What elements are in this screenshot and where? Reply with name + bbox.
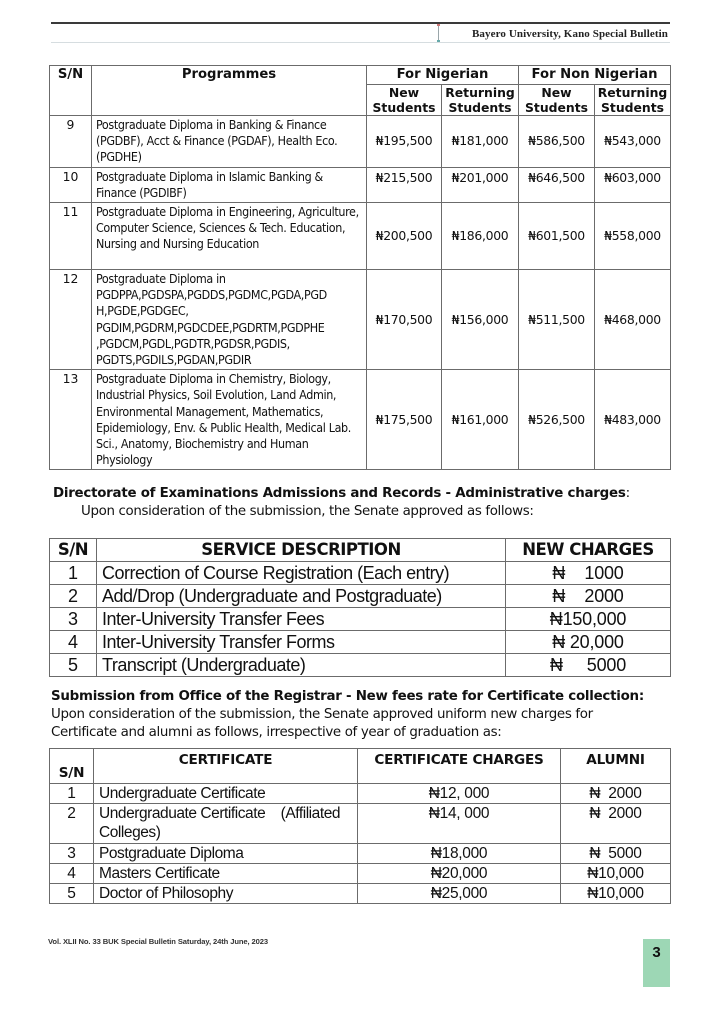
row-nn-new: ₦601,500	[519, 203, 595, 270]
row-certificate: Undergraduate Certificate	[94, 784, 358, 804]
row-programme: Postgraduate Diploma in Banking & Finance (PGDBF), Acct & Finance (PGDAF), Health Eco. (PGDHE)	[92, 116, 367, 168]
row-certificate: Postgraduate Diploma	[94, 844, 358, 864]
programme-line: Postgraduate Diploma in	[96, 271, 226, 287]
row-sn: 11	[50, 203, 92, 270]
col-header-nn-returning: Returning Students	[595, 85, 671, 116]
row-sn: 4	[50, 631, 97, 654]
row-charge: ₦150,000	[506, 608, 671, 631]
row-sn: 2	[50, 804, 94, 844]
header-rule-bottom	[51, 42, 670, 43]
row-nn-new: ₦511,500	[519, 270, 595, 370]
programme-line: PGDIM,PGDRM,PGDCDEE,PGDRTM,PGDPHE	[96, 319, 325, 335]
col-header-for-nigerian: For Nigerian	[367, 66, 519, 85]
table-row	[50, 654, 671, 677]
programme-line: PGDTS,PGDILS,PGDAN,PGDIR	[96, 352, 252, 368]
col-header-for-non-nigerian: For Non Nigerian	[519, 66, 671, 85]
col-header-new-charges: NEW CHARGES	[506, 539, 671, 562]
row-alumni-charge: ₦ 2000	[561, 784, 671, 804]
row-ng-new: ₦215,500	[367, 167, 442, 202]
col-header-sn: S/N	[50, 66, 92, 116]
row-nn-returning: ₦603,000	[595, 167, 671, 202]
table-header-row	[50, 66, 671, 85]
row-certificate-charge: ₦18,000	[358, 844, 561, 864]
footer-issue-info: Vol. XLII No. 33 BUK Special Bulletin Saturday, 24th June, 2023	[48, 937, 269, 946]
admin-charges-heading-text: Directorate of Examinations Admissions and Records - Administrative charges	[53, 486, 626, 501]
row-ng-returning: ₦156,000	[442, 270, 519, 370]
row-sn: 3	[50, 844, 94, 864]
row-certificate	[94, 804, 358, 844]
page-number-box	[643, 939, 670, 987]
col-header-sn: S/N	[50, 539, 97, 562]
row-charge: ₦ 2000	[506, 585, 671, 608]
row-programme: Postgraduate Diploma in Chemistry, Biology, Industrial Physics, Soil Evolution, Land Admin, Environmental Management, Mathematics, Epidemiology, Env. & Public Health, Medical Lab. Sci., Anatomy, Biochemistry and Human Physiology	[92, 370, 367, 470]
bulletin-header-title: Bayero University, Kano Special Bulletin	[471, 28, 668, 40]
admin-charges-heading	[53, 486, 630, 501]
certificate-fees-heading: Submission from Office of the Registrar - New fees rate for Certificate collection:	[51, 689, 644, 704]
row-nn-returning: ₦543,000	[595, 116, 671, 168]
table-row	[50, 167, 671, 202]
row-certificate: Masters Certificate	[94, 864, 358, 884]
header-rule-top	[51, 22, 670, 24]
programme-line: ,PGDCM,PGDL,PGDTR,PGDSR,PGDIS,	[96, 335, 290, 351]
row-ng-returning: ₦161,000	[442, 370, 519, 470]
table-row	[50, 804, 671, 844]
row-certificate-charge: ₦20,000	[358, 864, 561, 884]
row-sn: 2	[50, 585, 97, 608]
certificate-line: Colleges)	[99, 824, 161, 841]
row-alumni-charge: ₦10,000	[561, 864, 671, 884]
row-nn-new: ₦586,500	[519, 116, 595, 168]
row-ng-new: ₦195,500	[367, 116, 442, 168]
table-row	[50, 844, 671, 864]
row-sn: 3	[50, 608, 97, 631]
certificate-fees-intro-line2: Certificate and alumni as follows, irrespective of year of graduation as:	[51, 725, 502, 740]
row-nn-new: ₦646,500	[519, 167, 595, 202]
row-sn: 5	[50, 884, 94, 904]
table-row	[50, 116, 671, 168]
admin-charges-heading-colon: :	[625, 486, 630, 501]
row-sn: 4	[50, 864, 94, 884]
row-certificate-charge: ₦12, 000	[358, 784, 561, 804]
table-row	[50, 864, 671, 884]
table-row	[50, 370, 671, 470]
table-row	[50, 608, 671, 631]
row-charge: ₦ 5000	[506, 654, 671, 677]
row-description: Transcript (Undergraduate)	[97, 654, 506, 677]
admin-charges-table	[49, 538, 671, 677]
col-header-service-description: SERVICE DESCRIPTION	[97, 539, 506, 562]
row-nn-returning: ₦558,000	[595, 203, 671, 270]
row-sn: 9	[50, 116, 92, 168]
row-ng-new: ₦175,500	[367, 370, 442, 470]
pg-diploma-fees-table	[49, 65, 671, 470]
row-sn: 5	[50, 654, 97, 677]
row-description: Add/Drop (Undergraduate and Postgraduate)	[97, 585, 506, 608]
row-description: Correction of Course Registration (Each entry)	[97, 562, 506, 585]
row-sn: 13	[50, 370, 92, 470]
page-number: 3	[652, 944, 661, 961]
table-row	[50, 203, 671, 270]
row-certificate-charge: ₦25,000	[358, 884, 561, 904]
table-header-row	[50, 539, 671, 562]
row-alumni-charge: ₦ 5000	[561, 844, 671, 864]
row-ng-returning: ₦186,000	[442, 203, 519, 270]
table-row	[50, 631, 671, 654]
row-programme: Postgraduate Diploma in Engineering, Agriculture, Computer Science, Sciences & Tech. Education, Nursing and Nursing Education	[92, 203, 367, 270]
table-row	[50, 562, 671, 585]
col-header-ng-returning: Returning Students	[442, 85, 519, 116]
row-description: Inter-University Transfer Forms	[97, 631, 506, 654]
row-certificate: Doctor of Philosophy	[94, 884, 358, 904]
row-nn-new: ₦526,500	[519, 370, 595, 470]
table-header-row	[50, 749, 671, 784]
row-charge: ₦ 20,000	[506, 631, 671, 654]
row-nn-returning: ₦483,000	[595, 370, 671, 470]
row-programme	[92, 270, 367, 370]
col-header-certificate: CERTIFICATE	[94, 749, 358, 784]
col-header-alumni: ALUMNI	[561, 749, 671, 784]
row-charge: ₦ 1000	[506, 562, 671, 585]
table-row	[50, 270, 671, 370]
table-row	[50, 585, 671, 608]
table-row	[50, 784, 671, 804]
col-header-ng-new: New Students	[367, 85, 442, 116]
row-ng-new: ₦170,500	[367, 270, 442, 370]
programme-line: H,PGDE,PGDGEC,	[96, 303, 189, 319]
col-header-nn-new: New Students	[519, 85, 595, 116]
row-sn: 10	[50, 167, 92, 202]
col-header-programmes: Programmes	[92, 66, 367, 116]
header-divider-tick	[438, 24, 439, 42]
programme-line: PGDPPA,PGDSPA,PGDDS,PGDMC,PGDA,PGD	[96, 287, 327, 303]
row-alumni-charge: ₦ 2000	[561, 804, 671, 844]
row-nn-returning: ₦468,000	[595, 270, 671, 370]
row-alumni-charge: ₦10,000	[561, 884, 671, 904]
row-sn: 12	[50, 270, 92, 370]
row-description: Inter-University Transfer Fees	[97, 608, 506, 631]
row-ng-new: ₦200,500	[367, 203, 442, 270]
row-certificate-charge: ₦14, 000	[358, 804, 561, 844]
certificate-fees-intro-line1: Upon consideration of the submission, the Senate approved uniform new charges for	[51, 707, 593, 722]
row-sn: 1	[50, 784, 94, 804]
row-sn: 1	[50, 562, 97, 585]
certificate-charges-table	[49, 748, 671, 904]
col-header-sn: S/N	[50, 749, 94, 784]
col-header-certificate-charges: CERTIFICATE CHARGES	[358, 749, 561, 784]
certificate-line: Undergraduate Certificate (Affiliated	[99, 805, 341, 822]
row-ng-returning: ₦181,000	[442, 116, 519, 168]
admin-charges-intro: Upon consideration of the submission, the Senate approved as follows:	[81, 504, 534, 519]
table-row	[50, 884, 671, 904]
row-programme: Postgraduate Diploma in Islamic Banking & Finance (PGDIBF)	[92, 167, 367, 202]
row-ng-returning: ₦201,000	[442, 167, 519, 202]
